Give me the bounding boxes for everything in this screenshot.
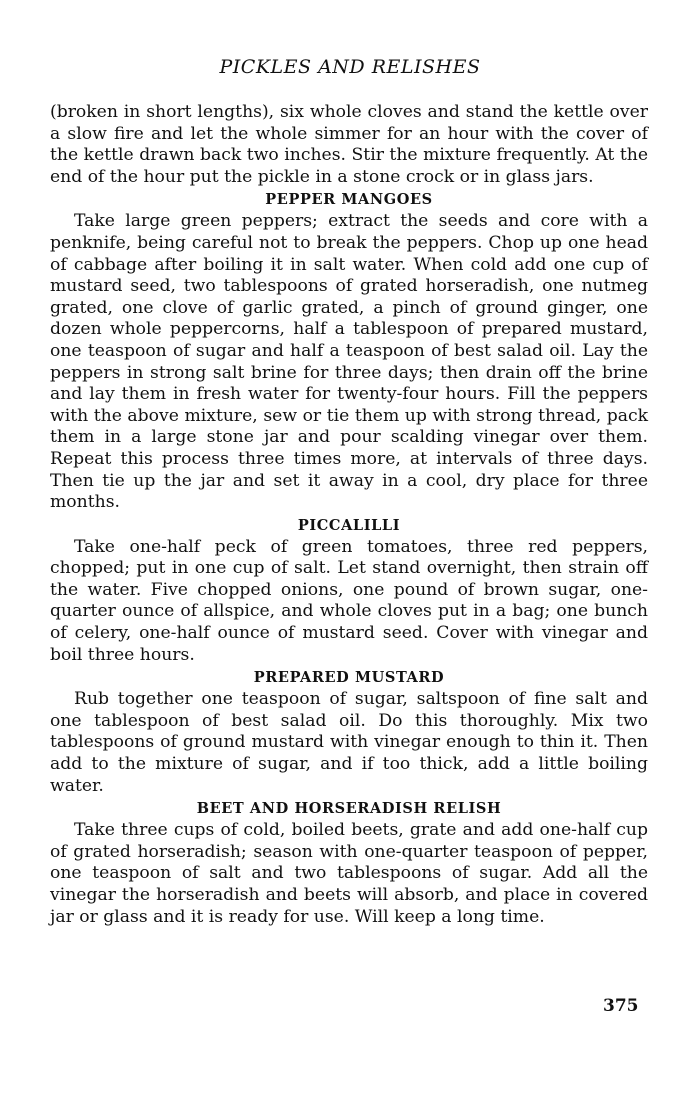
recipe-title-piccalilli: PICCALILLI	[297, 516, 401, 534]
continuation-paragraph: (broken in short lengths), six whole cloves and stand the kettle over a slow fire and let the whole simmer for an hour with the cover of the kettle drawn back two inches. Stir the mixture frequently. At the end of the hour put the pickle in a stone crock or in glass jars.	[50, 102, 648, 187]
recipe-text-beet-horseradish-relish: Take three cups of cold, boiled beets, grate and add one-half cup of grated horseradish; season with one-quarter teaspoon of pepper, one teaspoon of salt and two tablespoons of sugar. Add all the vinegar the horseradish and beets will absorb, and place in covered jar or glass and it is ready for use. Will keep a long time.	[50, 820, 648, 927]
recipe-text-prepared-mustard: Rub together one teaspoon of sugar, saltspoon of fine salt and one tablespoon of best salad oil. Do this thoroughly. Mix two tablespoons of ground mustard with vinegar enough to thin it. Then add to the mixture of sugar, and if too thick, add a little boiling water.	[50, 689, 648, 796]
recipe-title-prepared-mustard: PREPARED MUSTARD	[253, 669, 445, 687]
recipe-text-pepper-mangoes: Take large green peppers; extract the seeds and core with a penknife, being careful not to break the peppers. Chop up one head of cabbage after boiling it in salt water. When cold add one cup of mustard seed, two tablespoons of grated horseradish, one nutmeg grated, one clove of garlic grated, a pinch of ground ginger, one dozen whole peppercorns, half a tablespoon of prepared mustard, one teaspoon of sugar and half a teaspoon of best salad oil. Lay the peppers in strong salt brine for three days; then drain off the brine and lay them in fresh water for twenty-four hours. Fill the peppers with the above mixture, sew or tie them up with strong thread, pack them in a large stone jar and pour scalding vinegar over them. Repeat this process three times more, at intervals of three days. Then tie up the jar and set it away in a cool, dry place for three months.	[50, 211, 648, 513]
page-body	[50, 102, 648, 928]
recipe-title-pepper-mangoes: PEPPER MANGOES	[265, 191, 433, 209]
page-number: 375	[603, 996, 639, 1016]
running-head: PICKLES AND RELISHES	[219, 56, 481, 78]
recipe-title-beet-horseradish-relish: BEET AND HORSERADISH RELISH	[196, 800, 502, 818]
recipe-text-piccalilli: Take one-half peck of green tomatoes, three red peppers, chopped; put in one cup of salt. Let stand overnight, then strain off the water. Five chopped onions, one pound of brown sugar, one-quarter ounce of allspice, and whole cloves put in a bag; one bunch of celery, one-half ounce of mustard seed. Cover with vinegar and boil three hours.	[50, 536, 648, 665]
